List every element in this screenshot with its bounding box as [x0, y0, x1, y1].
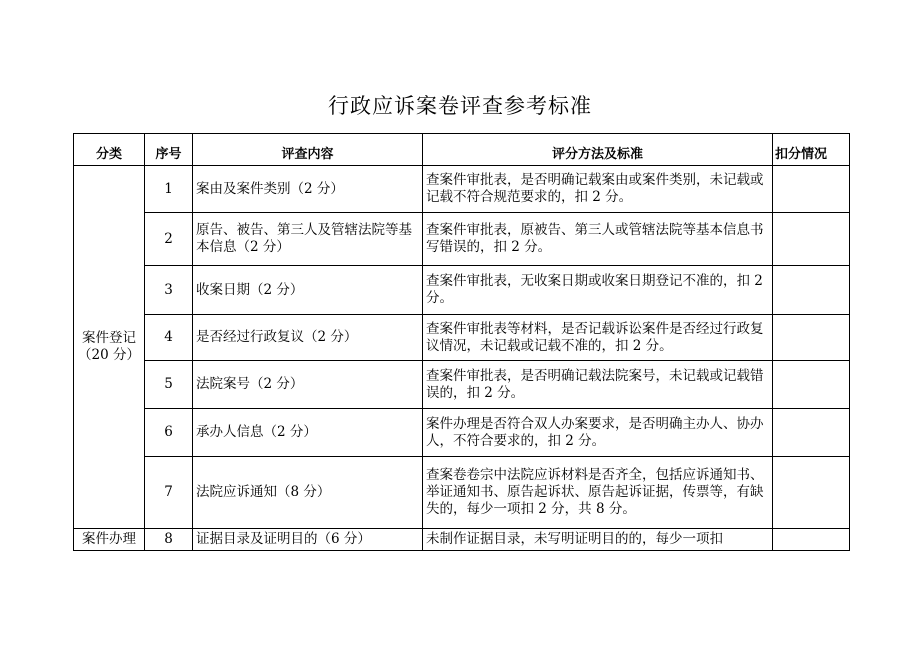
deduction-cell[interactable]: [773, 315, 850, 361]
header-category: 分类: [74, 134, 145, 166]
review-item: 收案日期（2 分）: [193, 266, 423, 315]
deduction-cell[interactable]: [773, 457, 850, 529]
row-number: 1: [145, 166, 193, 213]
scoring-criteria: 查案件审批表等材料，是否记载诉讼案件是否经过行政复议情况，未记载或记载不准的，扣 2 分。: [423, 315, 773, 361]
deduction-cell[interactable]: [773, 361, 850, 409]
table-row: [74, 361, 850, 409]
table-row: [74, 315, 850, 361]
row-number: 2: [145, 213, 193, 266]
deduction-cell[interactable]: [773, 213, 850, 266]
scoring-criteria: 查案件审批表，是否明确记载案由或案件类别，未记载或记载不符合规范要求的，扣 2 分。: [423, 166, 773, 213]
deduction-cell[interactable]: [773, 529, 850, 551]
deduction-cell[interactable]: [773, 409, 850, 457]
review-item: 法院案号（2 分）: [193, 361, 423, 409]
review-item: 是否经过行政复议（2 分）: [193, 315, 423, 361]
table-row: [74, 409, 850, 457]
table-row: [74, 529, 850, 551]
scoring-criteria: 查案件审批表，无收案日期或收案日期登记不准的，扣 2 分。: [423, 266, 773, 315]
scoring-criteria: 案件办理是否符合双人办案要求，是否明确主办人、协办人，不符合要求的，扣 2 分。: [423, 409, 773, 457]
deduction-cell[interactable]: [773, 166, 850, 213]
table-row: [74, 166, 850, 213]
table-header-row: [74, 134, 850, 166]
review-item: 案由及案件类别（2 分）: [193, 166, 423, 213]
row-number: 5: [145, 361, 193, 409]
scoring-criteria: 查案件审批表，是否明确记载法院案号，未记载或记载错误的，扣 2 分。: [423, 361, 773, 409]
page-title: 行政应诉案卷评查参考标准: [328, 94, 592, 118]
header-number: 序号: [145, 134, 193, 166]
row-number: 3: [145, 266, 193, 315]
header-criteria: 评分方法及标准: [423, 134, 773, 166]
deduction-cell[interactable]: [773, 266, 850, 315]
review-item: 法院应诉通知（8 分）: [193, 457, 423, 529]
review-item: 原告、被告、第三人及管辖法院等基本信息（2 分）: [193, 213, 423, 266]
header-deduction: 扣分情况: [773, 134, 850, 166]
row-number: 6: [145, 409, 193, 457]
table-row: [74, 213, 850, 266]
review-item: 承办人信息（2 分）: [193, 409, 423, 457]
category-points: （20 分）: [78, 347, 140, 363]
row-number: 7: [145, 457, 193, 529]
scoring-criteria: 查案件审批表，原被告、第三人或管辖法院等基本信息书写错误的，扣 2 分。: [423, 213, 773, 266]
category-cell: [74, 166, 145, 529]
row-number: 8: [145, 529, 193, 551]
category-name: 案件登记: [82, 330, 136, 346]
review-standards-table: [73, 133, 850, 551]
header-content: 评查内容: [193, 134, 423, 166]
scoring-criteria: 查案卷卷宗中法院应诉材料是否齐全，包括应诉通知书、举证通知书、原告起诉状、原告起诉证据，传票等，有缺失的，每少一项扣 2 分，共 8 分。: [423, 457, 773, 529]
table-row: [74, 457, 850, 529]
table-row: [74, 266, 850, 315]
scoring-criteria: 未制作证据目录，未写明证明目的的，每少一项扣: [423, 529, 773, 551]
category-name: 案件办理: [74, 529, 145, 551]
review-item: 证据目录及证明目的（6 分）: [193, 529, 423, 551]
row-number: 4: [145, 315, 193, 361]
